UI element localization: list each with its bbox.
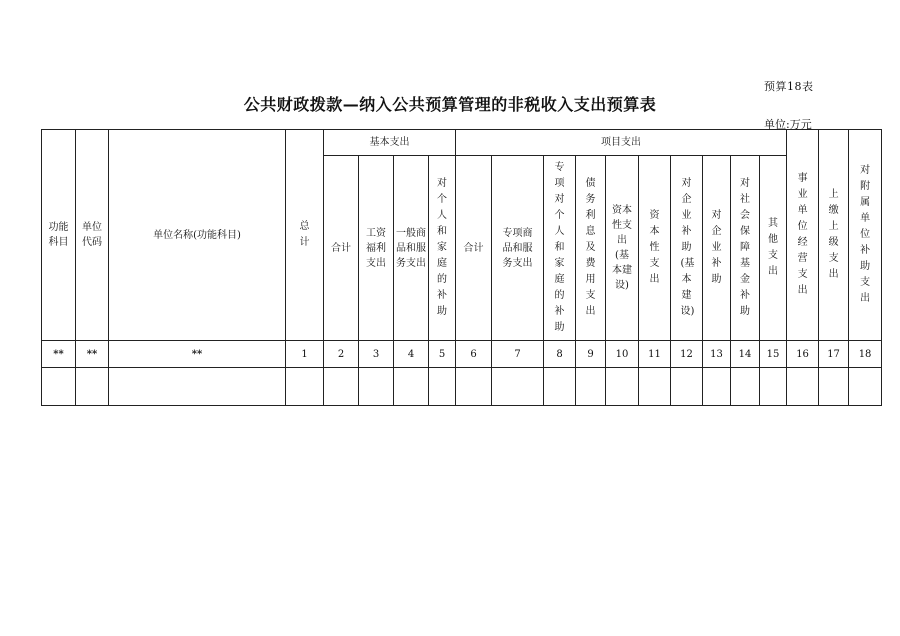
empty-cell <box>606 368 639 406</box>
empty-cell <box>42 368 76 406</box>
index-cell: 16 <box>787 341 819 368</box>
empty-cell <box>576 368 606 406</box>
header-project-capital: 资本性支出 <box>639 156 671 341</box>
index-cell: ** <box>42 341 76 368</box>
header-project-capital-infra: 资本性支出(基本建设) <box>606 156 639 341</box>
form-number: 预算18表 <box>764 80 814 93</box>
header-project-enterprise: 对企业补助 <box>703 156 731 341</box>
index-cell: 6 <box>456 341 492 368</box>
empty-cell <box>492 368 544 406</box>
empty-cell <box>456 368 492 406</box>
header-basic-personal: 对个人和家庭的补助 <box>429 156 456 341</box>
header-upper-remit: 上缴上级支出 <box>819 130 849 341</box>
empty-cell <box>429 368 456 406</box>
header-project-enterprise-infra: 对企业补助(基本建设) <box>671 156 703 341</box>
budget-table <box>41 129 882 406</box>
empty-cell <box>787 368 819 406</box>
index-cell: 18 <box>849 341 882 368</box>
index-row <box>42 341 882 368</box>
empty-cell <box>109 368 286 406</box>
header-basic-goods: 一般商品和服务支出 <box>394 156 429 341</box>
index-cell: 1 <box>286 341 324 368</box>
index-cell: 12 <box>671 341 703 368</box>
empty-cell <box>639 368 671 406</box>
unit-label: 单位:万元 <box>764 118 812 131</box>
index-cell: 10 <box>606 341 639 368</box>
empty-cell <box>394 368 429 406</box>
empty-cell <box>76 368 109 406</box>
empty-cell <box>286 368 324 406</box>
empty-cell <box>703 368 731 406</box>
header-total: 总计 <box>286 130 324 341</box>
header-basic-group: 基本支出 <box>324 130 456 156</box>
index-cell: ** <box>109 341 286 368</box>
index-cell: 14 <box>731 341 760 368</box>
index-cell: 3 <box>359 341 394 368</box>
index-cell: 13 <box>703 341 731 368</box>
header-unit-name: 单位名称(功能科目) <box>109 130 286 341</box>
header-project-goods: 专项商品和服务支出 <box>492 156 544 341</box>
header-func-subject: 功能科目 <box>42 130 76 341</box>
header-business-expense: 事业单位经营支出 <box>787 130 819 341</box>
header-basic-wages: 工资福利支出 <box>359 156 394 341</box>
index-cell: 17 <box>819 341 849 368</box>
index-cell: 5 <box>429 341 456 368</box>
header-project-social-security: 对社会保障基金补助 <box>731 156 760 341</box>
index-cell: ** <box>76 341 109 368</box>
empty-cell <box>760 368 787 406</box>
header-project-other: 其他支出 <box>760 156 787 341</box>
empty-cell <box>849 368 882 406</box>
header-project-personal: 专项对个人和家庭的补助 <box>544 156 576 341</box>
index-cell: 2 <box>324 341 359 368</box>
empty-cell <box>544 368 576 406</box>
empty-cell <box>671 368 703 406</box>
empty-data-row <box>42 368 882 406</box>
empty-cell <box>324 368 359 406</box>
index-cell: 4 <box>394 341 429 368</box>
index-cell: 9 <box>576 341 606 368</box>
page-title: 公共财政拨款—纳入公共预算管理的非税收入支出预算表 <box>243 95 657 114</box>
header-project-debt: 债务利息及费用支出 <box>576 156 606 341</box>
index-cell: 11 <box>639 341 671 368</box>
header-project-subtotal: 合计 <box>456 156 492 341</box>
empty-cell <box>819 368 849 406</box>
index-cell: 7 <box>492 341 544 368</box>
header-row-1 <box>42 130 882 156</box>
index-cell: 8 <box>544 341 576 368</box>
header-basic-subtotal: 合计 <box>324 156 359 341</box>
header-subsidiary-subsidy: 对附属单位补助支出 <box>849 130 882 341</box>
header-unit-code: 单位代码 <box>76 130 109 341</box>
empty-cell <box>731 368 760 406</box>
empty-cell <box>359 368 394 406</box>
index-cell: 15 <box>760 341 787 368</box>
header-project-group: 项目支出 <box>456 130 787 156</box>
